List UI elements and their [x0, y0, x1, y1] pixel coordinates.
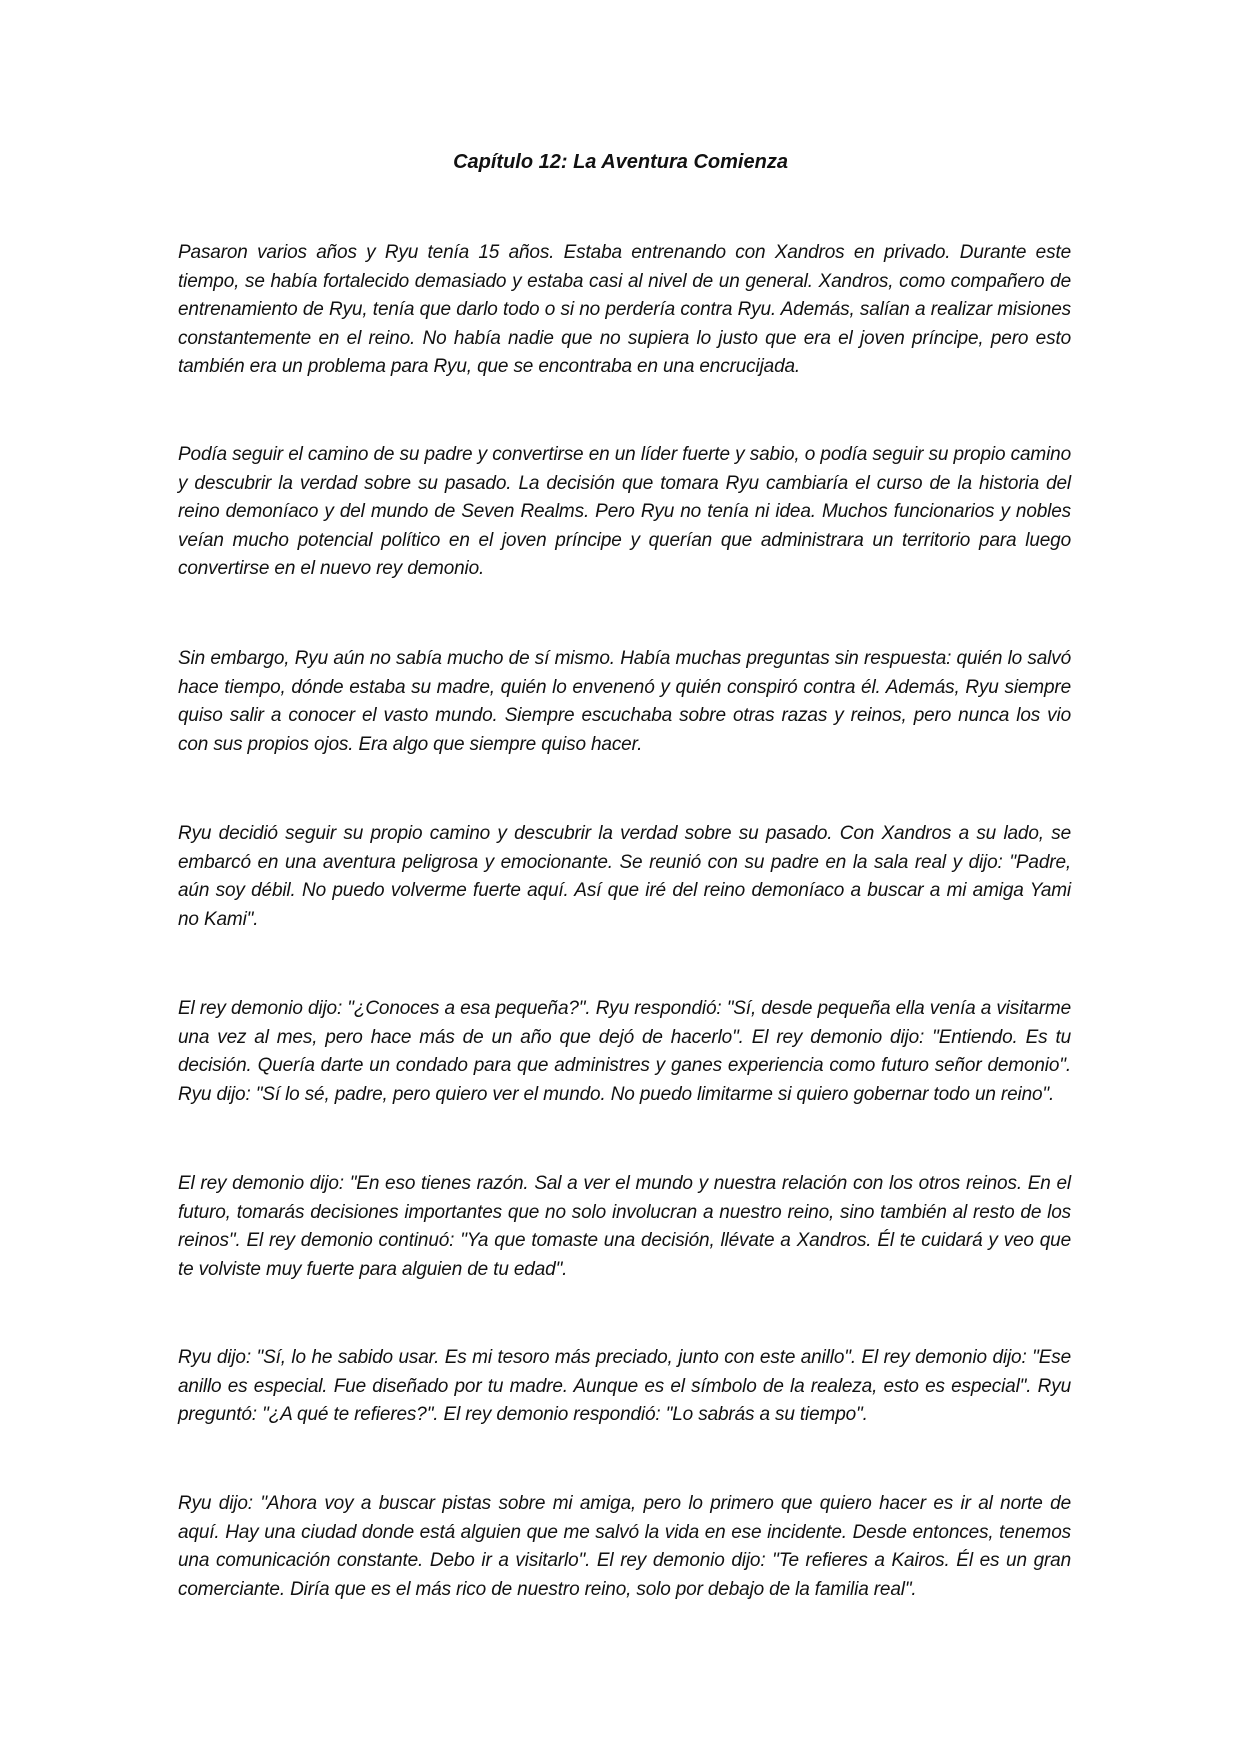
paragraph-1: Pasaron varios años y Ryu tenía 15 años. Estaba entrenando con Xandros en privado. Durante este tiempo, se había fortalecido demasiado y estaba casi al nivel de un general. Xandros, como compañero de entrenamiento de Ryu, tenía que darlo todo o si no perdería contra Ryu. Además, salían a realizar misiones constantemente en el reino. No había nadie que no supiera lo justo que era el joven príncipe, pero esto también era un problema para Ryu, que se encontraba en una encrucijada. — [178, 242, 1071, 378]
paragraph-8: Ryu dijo: "Ahora voy a buscar pistas sobre mi amiga, pero lo primero que quiero hacer es ir al norte de aquí. Hay una ciudad donde está alguien que me salvó la vida en ese incidente. Desde entonces, tenemos una comunicación constante. Debo ir a visitarlo". El rey demonio dijo: "Te refieres a Kairos. Él es un gran comerciante. Diría que es el más rico de nuestro reino, solo por debajo de la familia real". — [178, 1493, 1071, 1600]
paragraph-2: Podía seguir el camino de su padre y convertirse en un líder fuerte y sabio, o podía seguir su propio camino y descubrir la verdad sobre su pasado. La decisión que tomara Ryu cambiaría el curso de la historia del reino demoníaco y del mundo de Seven Realms. Pero Ryu no tenía ni idea. Muchos funcionarios y nobles veían mucho potencial político en el joven príncipe y querían que administrara un territorio para luego convertirse en el nuevo rey demonio. — [178, 444, 1071, 580]
paragraph-4: Ryu decidió seguir su propio camino y descubrir la verdad sobre su pasado. Con Xandros a su lado, se embarcó en una aventura peligrosa y emocionante. Se reunió con su padre en la sala real y dijo: "Padre, aún soy débil. No puedo volverme fuerte aquí. Así que iré del reino demoníaco a buscar a mi amiga Yami no Kami". — [178, 823, 1071, 930]
paragraph-6: El rey demonio dijo: "En eso tienes razón. Sal a ver el mundo y nuestra relación con los otros reinos. En el futuro, tomarás decisiones importantes que no solo involucran a nuestro reino, sino también al resto de los reinos". El rey demonio continuó: "Ya que tomaste una decisión, llévate a Xandros. Él te cuidará y veo que te volviste muy fuerte para alguien de tu edad". — [178, 1173, 1071, 1280]
chapter-title: Capítulo 12: La Aventura Comienza — [453, 151, 788, 173]
paragraph-3: Sin embargo, Ryu aún no sabía mucho de sí mismo. Había muchas preguntas sin respuesta: quién lo salvó hace tiempo, dónde estaba su madre, quién lo envenenó y quién conspiró contra él. Además, Ryu siempre quiso salir a conocer el vasto mundo. Siempre escuchaba sobre otras razas y reinos, pero nunca los vio con sus propios ojos. Era algo que siempre quiso hacer. — [178, 648, 1071, 755]
paragraph-7: Ryu dijo: "Sí, lo he sabido usar. Es mi tesoro más preciado, junto con este anillo". El rey demonio dijo: "Ese anillo es especial. Fue diseñado por tu madre. Aunque es el símbolo de la realeza, esto es especial". Ryu preguntó: "¿A qué te refieres?". El rey demonio respondió: "Lo sabrás a su tiempo". — [178, 1347, 1071, 1426]
paragraph-5: El rey demonio dijo: "¿Conoces a esa pequeña?". Ryu respondió: "Sí, desde pequeña ella venía a visitarme una vez al mes, pero hace más de un año que dejó de hacerlo". El rey demonio dijo: "Entiendo. Es tu decisión. Quería darte un condado para que administres y ganes experiencia como futuro señor demonio". Ryu dijo: "Sí lo sé, padre, pero quiero ver el mundo. No puedo limitarme si quiero gobernar todo un reino". — [178, 998, 1071, 1105]
